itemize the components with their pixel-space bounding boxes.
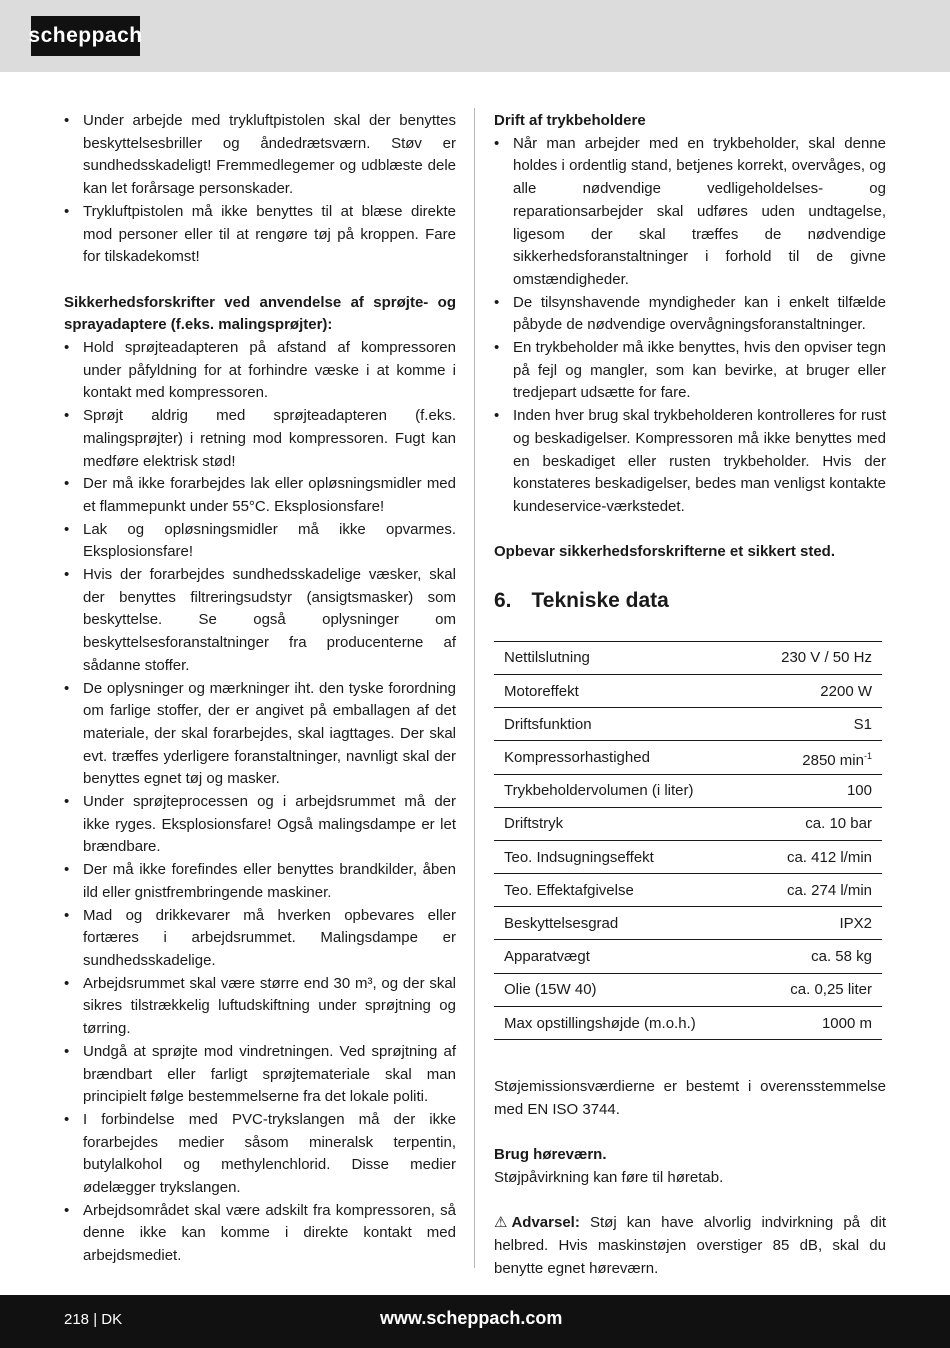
spec-label: Apparatvægt (504, 948, 590, 966)
spec-row (494, 774, 882, 807)
spec-value-text: ca. 58 kg (811, 948, 872, 966)
spec-value (749, 973, 882, 1006)
list-item: • Inden hver brug skal trykbeholderen kontrolleres for rust og beskadigelser. Kompressoren må ikke benyttes med en beskadiget eller rusten trykbeholder. Hvis der konstateres beskadigelser, bedes man venligst kontakte kundeservice-værkstedet. (494, 405, 886, 519)
spec-value (749, 1006, 882, 1039)
spec-label: Trykbeholdervolumen (i liter) (504, 782, 694, 800)
spec-label: Olie (15W 40) (504, 981, 597, 999)
spec-value-text: ca. 10 bar (805, 815, 872, 833)
warning-triangle-icon: ⚠ (494, 1214, 508, 1232)
list-item: • En trykbeholder må ikke benyttes, hvis den opviser tegn på fejl og mangler, som kan bevirke, at bruger eller tredjepart udsætte for fare. (494, 337, 886, 405)
air-gun-safety-list (64, 110, 456, 269)
spec-label: Motoreffekt (504, 682, 579, 700)
warning-text: Støj kan have alvorlig indvirkning på dit helbred. Hvis maskinstøjen overstiger 85 dB, skal du benytte egnet høreværn. (494, 1214, 886, 1277)
spec-value-text: 1000 m (821, 1014, 872, 1032)
list-item: • Når man arbejder med en trykbeholder, skal denne holdes i ordentlig stand, betjenes korrekt, overvåges, og alle nødvendige vedligeholdelses- og reparationsarbejder skal udføres uden undtagelse, ligesom der skal træffes de nødvendige sikkerhedsforanstaltninger i forhold til de givne omstændigheder. (494, 133, 886, 292)
spec-row (494, 907, 882, 940)
spec-label: Max opstillingshøjde (m.o.h.) (504, 1014, 696, 1032)
list-item: • De oplysninger og mærkninger iht. den tyske forordning om farlige stoffer, der er angivet på emballagen af det materiale, der skal forarbejdes, skal iagttages. Der skal evt. træffes yderligere foranstaltninger, navnligt skal der benyttes egnet tøj og masker. (64, 678, 456, 792)
spec-value (749, 708, 882, 741)
spec-value (749, 741, 882, 774)
pressure-tank-list (494, 133, 886, 519)
spec-label: Teo. Effektafgivelse (504, 881, 634, 899)
section-title (494, 590, 886, 613)
list-item: • Hold sprøjteadapteren på afstand af kompressoren under påfyldning for at forhindre væske i at komme i kontakt med kompressoren. (64, 337, 456, 405)
spec-value (749, 807, 882, 840)
list-item: • Mad og drikkevarer må hverken opbevares eller fortæres i arbejdsrummet. Malingsdampe er sundhedsskadelige. (64, 905, 456, 973)
spec-value (749, 774, 882, 807)
spec-value (749, 641, 882, 674)
list-item: • Trykluftpistolen må ikke benyttes til at blæse direkte mod personer eller til at rengøre tøj på kroppen. Fare for tilskadekomst! (64, 201, 456, 269)
spec-row (494, 708, 882, 741)
list-item: • Der må ikke forefindes eller benyttes brandkilder, åben ild eller gnistfrembringende maskiner. (64, 859, 456, 904)
spec-value-text: 2200 W (820, 682, 872, 700)
list-item: • Der må ikke forarbejdes lak eller opløsningsmidler med et flammepunkt under 55°C. Eksplosionsfare! (64, 473, 456, 518)
warning-label: Advarsel: (511, 1214, 580, 1232)
spec-label: Kompressorhastighed (504, 749, 650, 767)
spec-row (494, 1006, 882, 1039)
spec-row (494, 641, 882, 674)
spec-value (749, 907, 882, 940)
spec-value-text: ca. 0,25 liter (790, 981, 872, 999)
spec-row (494, 940, 882, 973)
page-num: 218 (64, 1311, 90, 1328)
list-item: • Hvis der forarbejdes sundhedsskadelige væsker, skal der benyttes filtreringsudstyr (ansigtsmasker) som beskyttelse. Se også oplysninger om beskyttelsesforanstaltninger fra producenterne af sådanne stoffer. (64, 564, 456, 678)
spec-value (749, 874, 882, 907)
spec-value-text: S1 (853, 715, 872, 733)
hearing-text: Støjpåvirkning kan føre til høretab. (494, 1168, 724, 1186)
spec-value-text: 230 V / 50 Hz (781, 649, 872, 667)
spec-row (494, 674, 882, 707)
spec-value-text: IPX2 (839, 914, 872, 932)
section-title-text: Tekniske data (531, 589, 669, 613)
spec-row (494, 840, 882, 873)
spec-label: Teo. Indsugningseffekt (504, 848, 654, 866)
noise-note: Støjemissionsværdierne er bestemt i overensstemmelse med EN ISO 3744. (494, 1078, 886, 1118)
scheppach-logo: scheppach (31, 16, 140, 56)
spray-safety-list (64, 337, 456, 1268)
technical-data-table (494, 641, 882, 1040)
list-item: • Under sprøjteprocessen og i arbejdsrummet må der ikke ryges. Eksplosionsfare! Også malingsdampe er let brændbare. (64, 791, 456, 859)
spec-value-superscript: -1 (863, 750, 872, 761)
list-item: • Arbejdsområdet skal være adskilt fra kompressoren, så denne ikke kan komme i direkte kontakt med arbejdsmediet. (64, 1200, 456, 1268)
spec-value (749, 940, 882, 973)
spec-value-text: 100 (846, 782, 872, 800)
spec-value (749, 674, 882, 707)
spec-label: Driftstryk (504, 815, 564, 833)
list-item: • I forbindelse med PVC-trykslangen må der ikke forarbejdes medier såsom mineralsk terpentin, butylalkohol og methylenchlorid. Disse medier ødelægger trykslangen. (64, 1109, 456, 1200)
spec-value (749, 840, 882, 873)
website-link[interactable]: www.scheppach.com (380, 1308, 563, 1328)
spray-safety-heading: Sikkerhedsforskrifter ved anvendelse af sprøjte- og sprayadaptere (f.eks. malingsprøjter): (64, 293, 456, 334)
spec-label: Nettilslutning (504, 649, 590, 667)
section-number: 6. (494, 589, 512, 613)
right-column (494, 110, 886, 1280)
left-column (64, 110, 456, 1268)
hearing-heading: Brug høreværn. (494, 1146, 607, 1164)
footer-bar (0, 1295, 950, 1348)
spec-value-text: 2850 min (802, 751, 864, 769)
spec-label: Beskyttelsesgrad (504, 914, 619, 932)
pressure-tank-heading: Drift af trykbeholdere (494, 112, 646, 129)
spec-value-text: ca. 412 l/min (786, 848, 872, 866)
page-lang: DK (101, 1311, 123, 1328)
page-separator: | (93, 1311, 102, 1328)
keep-safe-note: Opbevar sikkerhedsforskrifterne et sikkert sted. (494, 543, 835, 561)
spec-row (494, 741, 882, 774)
spec-label: Driftsfunktion (504, 715, 592, 733)
list-item: • Under arbejde med trykluftpistolen skal der benyttes beskyttelsesbriller og åndedrætsværn. Støv er sundhedsskadeligt! Fremmedlegemer og udblæste dele kan let forårsage personskader. (64, 110, 456, 201)
list-item: • Undgå at sprøjte mod vindretningen. Ved sprøjtning af brændbart eller farligt sprøjtemateriale skal man principielt følge bestemmelserne fra det lokale politi. (64, 1041, 456, 1109)
column-divider (474, 108, 475, 1268)
list-item: • Lak og opløsningsmidler må ikke opvarmes. Eksplosionsfare! (64, 519, 456, 564)
spec-row (494, 973, 882, 1006)
list-item: • Sprøjt aldrig med sprøjteadapteren (f.eks. malingsprøjter) i retning mod kompressoren. Fugt kan medføre elektrisk stød! (64, 405, 456, 473)
warning-paragraph (494, 1212, 886, 1280)
list-item: • Arbejdsrummet skal være større end 30 m³, og der skal sikres tilstrækkelig luftudskiftning under sprøjtning og tørring. (64, 973, 456, 1041)
spec-value-text: ca. 274 l/min (786, 881, 872, 899)
spec-row (494, 807, 882, 840)
spec-row (494, 874, 882, 907)
header-bar (0, 0, 950, 72)
list-item: • De tilsynshavende myndigheder kan i enkelt tilfælde påbyde de nødvendige overvågningsforanstaltninger. (494, 292, 886, 337)
page-number (64, 1311, 122, 1328)
